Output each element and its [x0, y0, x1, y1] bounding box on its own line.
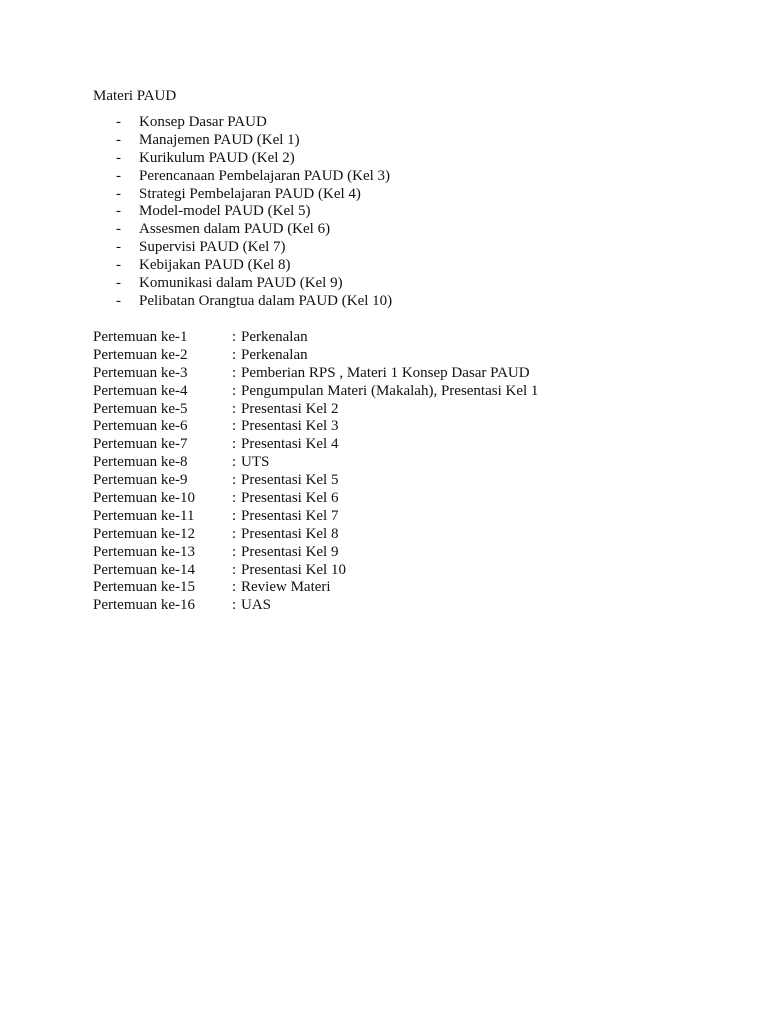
- separator-colon: :: [232, 382, 237, 399]
- list-dash: -: [116, 257, 121, 274]
- meeting-label: Pertemuan ke-11: [93, 507, 195, 524]
- separator-colon: :: [232, 543, 237, 560]
- meeting-label: Pertemuan ke-16: [93, 597, 196, 614]
- topic-text: Strategi Pembelajaran PAUD (Kel 4): [139, 185, 361, 202]
- meeting-activity: Presentasi Kel 4: [241, 436, 339, 453]
- meeting-activity: Presentasi Kel 5: [241, 472, 339, 489]
- topic-text: Komunikasi dalam PAUD (Kel 9): [139, 275, 343, 292]
- meeting-label: Pertemuan ke-5: [93, 400, 188, 417]
- topic-text: Kebijakan PAUD (Kel 8): [139, 257, 291, 274]
- separator-colon: :: [232, 329, 237, 345]
- topic-text: Supervisi PAUD (Kel 7): [139, 239, 286, 256]
- meeting-activity: UTS: [241, 454, 270, 471]
- separator-colon: :: [232, 490, 237, 507]
- meeting-activity: Presentasi Kel 3: [241, 418, 339, 435]
- separator-colon: :: [232, 418, 237, 435]
- meeting-label: Pertemuan ke-2: [93, 346, 188, 363]
- topic-text: Pelibatan Orangtua dalam PAUD (Kel 10): [139, 292, 393, 309]
- meeting-label: Pertemuan ke-12: [93, 525, 196, 542]
- meeting-label: Pertemuan ke-6: [93, 418, 188, 435]
- separator-colon: :: [232, 454, 237, 471]
- separator-colon: :: [232, 472, 237, 489]
- meeting-label: Pertemuan ke-8: [93, 454, 188, 471]
- topic-text: Kurikulum PAUD (Kel 2): [139, 149, 295, 166]
- meeting-activity: Presentasi Kel 9: [241, 543, 339, 560]
- meeting-activity: Review Materi: [241, 579, 331, 596]
- topic-text: Manajemen PAUD (Kel 1): [139, 131, 300, 148]
- list-dash: -: [116, 167, 121, 184]
- meeting-activity: Pemberian RPS , Materi 1 Konsep Dasar PAUD: [241, 364, 530, 381]
- meeting-label: Pertemuan ke-1: [93, 329, 188, 345]
- meeting-label: Pertemuan ke-4: [93, 382, 188, 399]
- meeting-label: Pertemuan ke-3: [93, 364, 188, 381]
- meeting-label: Pertemuan ke-13: [93, 543, 196, 560]
- meeting-activity: Presentasi Kel 6: [241, 490, 339, 507]
- separator-colon: :: [232, 364, 237, 381]
- separator-colon: :: [232, 597, 237, 614]
- list-dash: -: [116, 239, 121, 256]
- separator-colon: :: [232, 507, 237, 524]
- meeting-label: Pertemuan ke-10: [93, 490, 196, 507]
- list-dash: -: [116, 275, 121, 292]
- topic-text: Perencanaan Pembelajaran PAUD (Kel 3): [139, 167, 391, 184]
- separator-colon: :: [232, 525, 237, 542]
- meeting-activity: Presentasi Kel 2: [241, 400, 339, 417]
- list-dash: -: [116, 292, 121, 309]
- list-dash: -: [116, 185, 121, 202]
- separator-colon: :: [232, 436, 237, 453]
- meeting-label: Pertemuan ke-9: [93, 472, 188, 489]
- list-dash: -: [116, 221, 121, 238]
- list-dash: -: [116, 131, 121, 148]
- topic-text: Konsep Dasar PAUD: [139, 114, 267, 130]
- meeting-label: Pertemuan ke-14: [93, 561, 196, 578]
- meeting-activity: Presentasi Kel 8: [241, 525, 339, 542]
- list-dash: -: [116, 203, 121, 220]
- meeting-label: Pertemuan ke-15: [93, 579, 196, 596]
- separator-colon: :: [232, 346, 237, 363]
- meeting-label: Pertemuan ke-7: [93, 436, 188, 453]
- topic-text: Assesmen dalam PAUD (Kel 6): [139, 221, 331, 238]
- meeting-activity: Perkenalan: [241, 329, 308, 345]
- separator-colon: :: [232, 579, 237, 596]
- separator-colon: :: [232, 561, 237, 578]
- list-dash: -: [116, 149, 121, 166]
- meeting-activity: UAS: [241, 597, 272, 614]
- meeting-activity: Presentasi Kel 7: [241, 507, 339, 524]
- meeting-activity: Perkenalan: [241, 346, 308, 363]
- list-dash: -: [116, 114, 121, 130]
- separator-colon: :: [232, 400, 237, 417]
- meeting-activity: Pengumpulan Materi (Makalah), Presentasi Kel 1: [241, 382, 539, 399]
- topic-text: Model-model PAUD (Kel 5): [139, 203, 311, 220]
- meeting-activity: Presentasi Kel 10: [241, 561, 346, 578]
- document-heading: Materi PAUD: [93, 88, 177, 104]
